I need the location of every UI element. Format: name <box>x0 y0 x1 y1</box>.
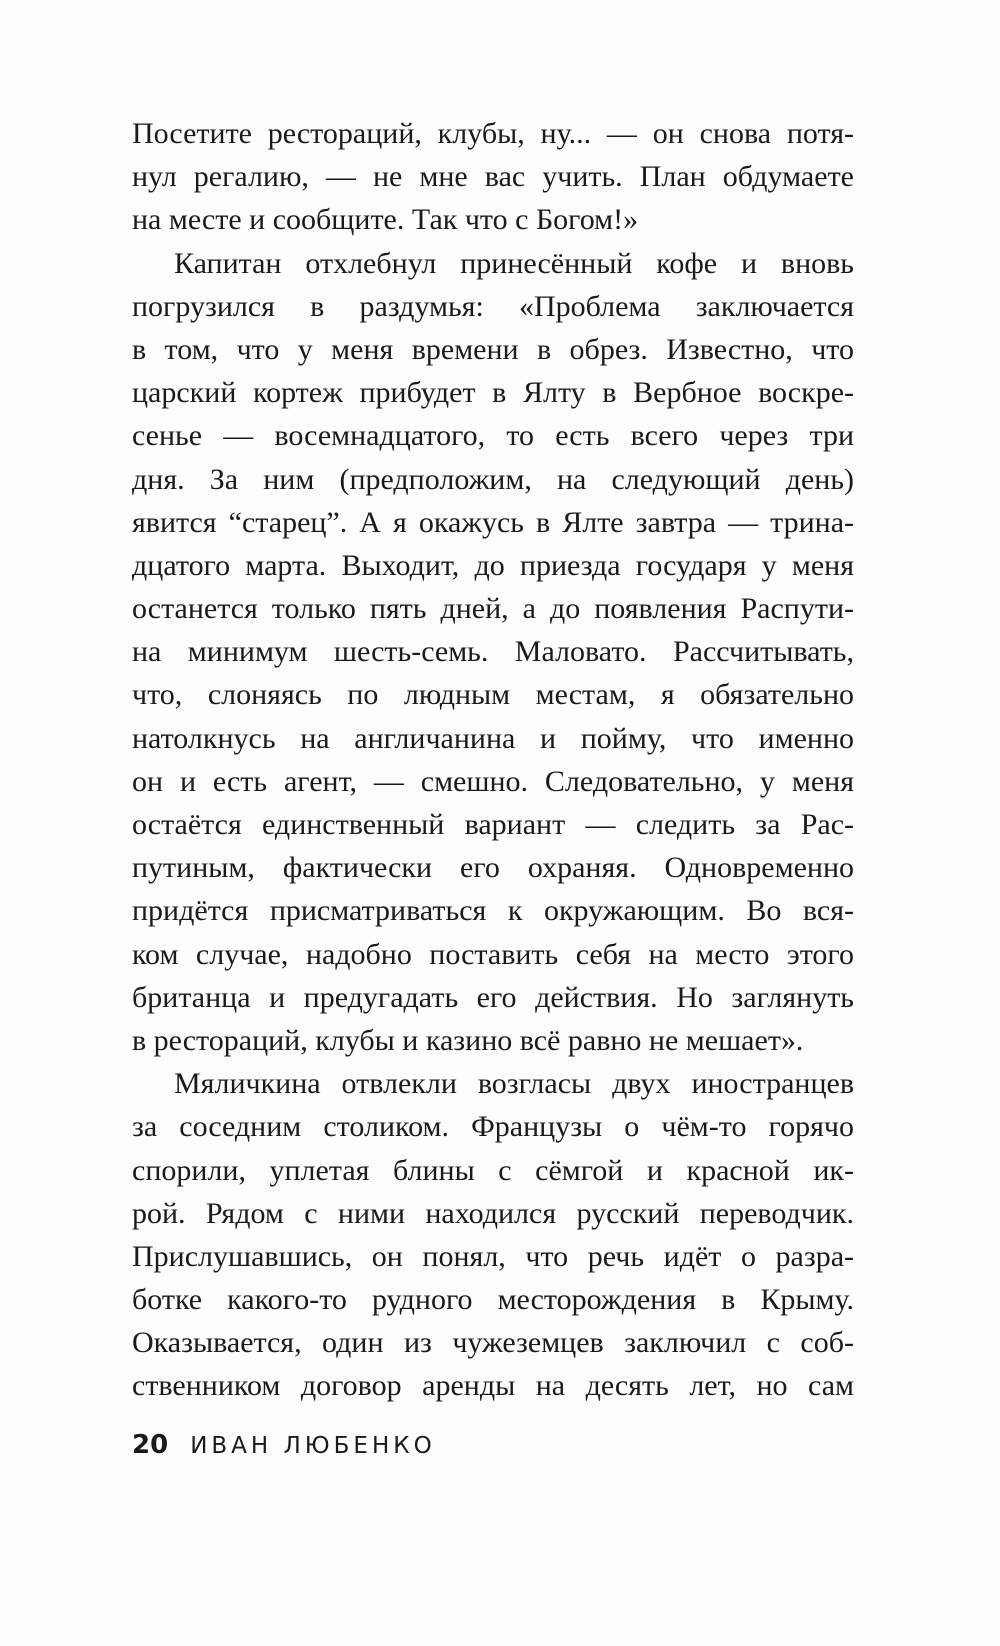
text-line: Прислушавшись, он понял, что речь идёт о разра- <box>132 1239 854 1273</box>
text-line: рой. Рядом с ними находился русский переводчик. <box>132 1196 854 1230</box>
text-line: явится “старец”. А я окажусь в Ялте завтра — трина- <box>132 505 854 539</box>
text-line: придётся присматриваться к окружающим. Во вся- <box>132 894 854 928</box>
text-line: остаётся единственный вариант — следить за Рас- <box>132 808 854 841</box>
text-line: на месте и сообщите. Так что с Богом!» <box>132 203 639 237</box>
text-line: Посетите рестораций, клубы, ну... — он снова потя- <box>132 117 854 150</box>
text-line: ботке какого-то рудного месторождения в Крыму. <box>132 1283 854 1317</box>
text-line: нул регалию, — не мне вас учить. План обдумаете <box>132 160 854 194</box>
text-line: останется только пять дней, а до появления Распути- <box>132 592 854 626</box>
text-line: ком случае, надобно поставить себя на место этого <box>132 937 854 971</box>
text-line: в том, что у меня времени в обрез. Известно, что <box>132 332 854 366</box>
text-line: британца и предугадать его действия. Но заглянуть <box>132 980 854 1014</box>
text-line: он и есть агент, — смешно. Следовательно, у меня <box>132 764 854 798</box>
text-line: спорили, уплетая блины с сёмгой и красной ик- <box>132 1153 854 1187</box>
text-line: царский кортеж прибудет в Ялту в Вербное воскре- <box>132 376 854 410</box>
text-line: на минимум шесть-семь. Маловато. Рассчитывать, <box>132 635 854 669</box>
text-line: сенье — восемнадцатого, то есть всего через три <box>132 419 854 453</box>
text-line: Мяличкина отвлекли возгласы двух иностранцев <box>174 1067 854 1101</box>
text-line: за соседним столиком. Французы о чём-то горячо <box>132 1110 854 1144</box>
page-footer <box>132 1430 436 1460</box>
text-line: ственником договор аренды на десять лет, но сам <box>132 1369 854 1403</box>
running-author: ИВАН ЛЮБЕНКО <box>190 1433 436 1459</box>
text-line: погрузился в раздумья: «Проблема заключается <box>132 289 854 323</box>
text-line: дня. За ним (предположим, на следующий день) <box>132 462 854 496</box>
body-text <box>132 112 854 1408</box>
text-line: в рестораций, клубы и казино всё равно не мешает». <box>132 1023 804 1057</box>
text-line: натолкнусь на англичанина и пойму, что именно <box>132 721 854 755</box>
text-line: что, слоняясь по людным местам, я обязательно <box>132 678 854 712</box>
text-line: Капитан отхлебнул принесённый кофе и вновь <box>174 246 854 280</box>
text-line: Оказывается, один из чужеземцев заключил с соб- <box>132 1326 854 1360</box>
text-line: путиным, фактически его охраняя. Одновременно <box>132 851 854 885</box>
text-line: дцатого марта. Выходит, до приезда государя у меня <box>132 548 854 582</box>
page-number: 20 <box>132 1430 169 1460</box>
